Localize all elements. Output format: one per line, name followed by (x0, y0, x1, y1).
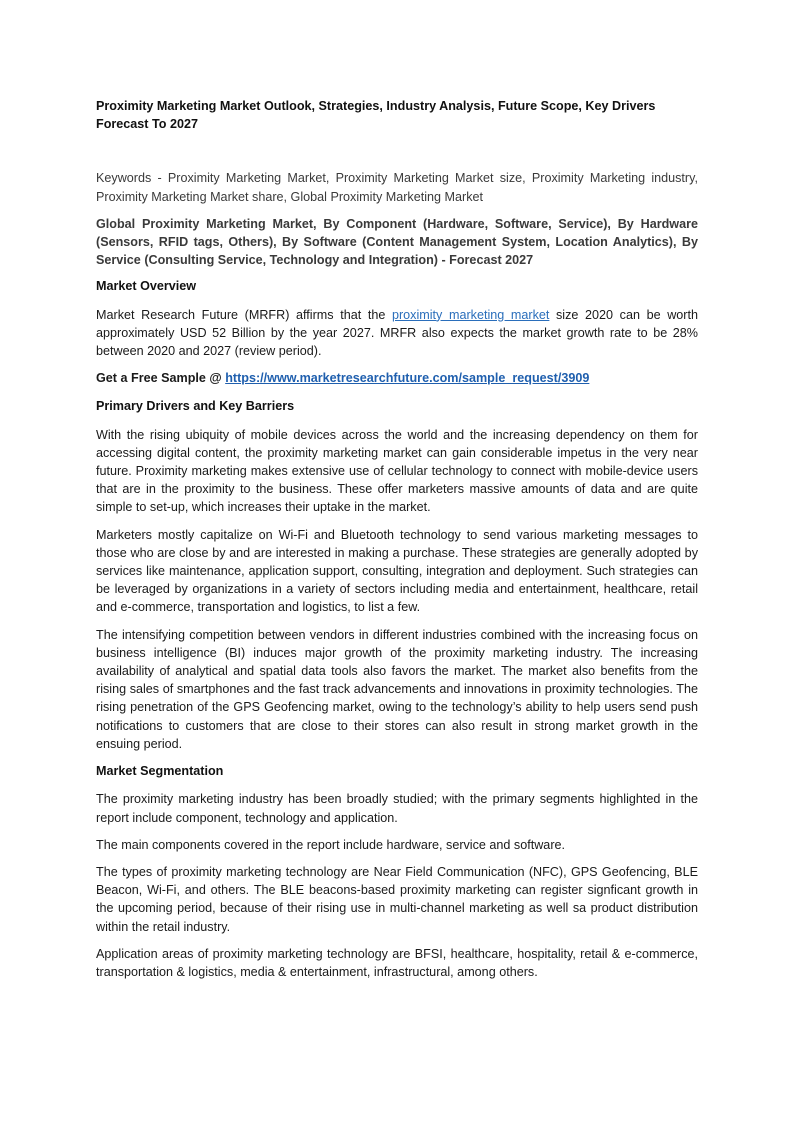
document-page (96, 97, 698, 990)
proximity-marketing-market-link[interactable]: proximity marketing market (391, 307, 550, 322)
overview-text-before-link: Market Research Future (MRFR) affirms that the (96, 307, 392, 322)
segmentation-heading: Market Segmentation (96, 764, 224, 779)
keywords-text: Proximity Marketing Market, Proximity Marketing Market size, Proximity Marketing industry, Proximity Marketing Market share, Global Proximity Marketing Market (96, 171, 698, 204)
market-overview-paragraph (96, 306, 698, 361)
drivers-paragraph: With the rising ubiquity of mobile devices across the world and the increasing dependency on them for accessing digital content, the proximity marketing market can gain considerable impetus in the very near future. Proximity marketing makes extensive use of cellular technology to connect with mobile-device users that are in the proximity to the business. These offer marketers massive amounts of data and are quite simple to set-up, which increases their uptake in the market. (96, 427, 698, 515)
segmentation-paragraph: Application areas of proximity marketing technology are BFSI, healthcare, hospitality, retail & e-commerce, transportation & logistics, media & entertainment, infrastructural, among others. (96, 946, 698, 979)
drivers-heading: Primary Drivers and Key Barriers (96, 399, 295, 414)
keywords-label: Keywords (96, 171, 152, 186)
sample-request-link[interactable]: https://www.marketresearchfuture.com/sample_request/3909 (225, 371, 590, 386)
market-overview-heading: Market Overview (96, 279, 197, 294)
segmentation-paragraph: The main components covered in the report include hardware, service and software. (96, 837, 566, 852)
drivers-paragraph: Marketers mostly capitalize on Wi-Fi and Bluetooth technology to send various marketing messages to those who are close by and are interested in making a purchase. These strategies are generally adopted by services like maintenance, application support, consulting, integration and deployment. Such strategies can be leveraged by organizations in a variety of sectors including media and entertainment, healthcare, retail and e-commerce, transportation and logistics, to list a few. (96, 527, 698, 615)
free-sample-line (96, 369, 698, 387)
drivers-paragraph: The intensifying competition between vendors in different industries combined with the increasing focus on business intelligence (BI) induces major growth of the proximity marketing industry. The increasing availability of analytical and spatial data tools also favors the market. The market also benefits from the rising sales of smartphones and the fast track advancements and innovations in proximity technologies. The rising penetration of the GPS Geofencing market, owing to the technology’s ability to help users send push notifications to customers that are close to their stores can also result in strong market growth in the ensuing period. (96, 627, 698, 751)
segment-description: Global Proximity Marketing Market, By Component (Hardware, Software, Service), By Hardware (Sensors, RFID tags, Others), By Software (Content Management System, Location Analytics), By Service (Consulting Service, Technology and Integration) - Forecast 2027 (96, 216, 698, 268)
segmentation-paragraph: The proximity marketing industry has been broadly studied; with the primary segments highlighted in the report include component, technology and application. (96, 792, 698, 825)
keywords-separator: - (151, 171, 168, 186)
free-sample-label: Get a Free Sample @ (96, 371, 226, 386)
keywords-paragraph (96, 169, 698, 205)
document-title: Proximity Marketing Market Outlook, Strategies, Industry Analysis, Future Scope, Key Drivers Forecast To 2027 (96, 99, 656, 132)
overview-text-after-link: size 2020 can be worth approximately USD 52 Billion by the year 2027. MRFR also expects the market growth rate to be 28% between 2020 and 2027 (review period). (96, 307, 698, 359)
segmentation-paragraph: The types of proximity marketing technology are Near Field Communication (NFC), GPS Geofencing, BLE Beacon, Wi-Fi, and others. The BLE beacons-based proximity marketing can register signficant growth in the upcoming period, because of their rising use in multi-channel marketing as well sa product distribution within the retail industry. (96, 864, 698, 934)
